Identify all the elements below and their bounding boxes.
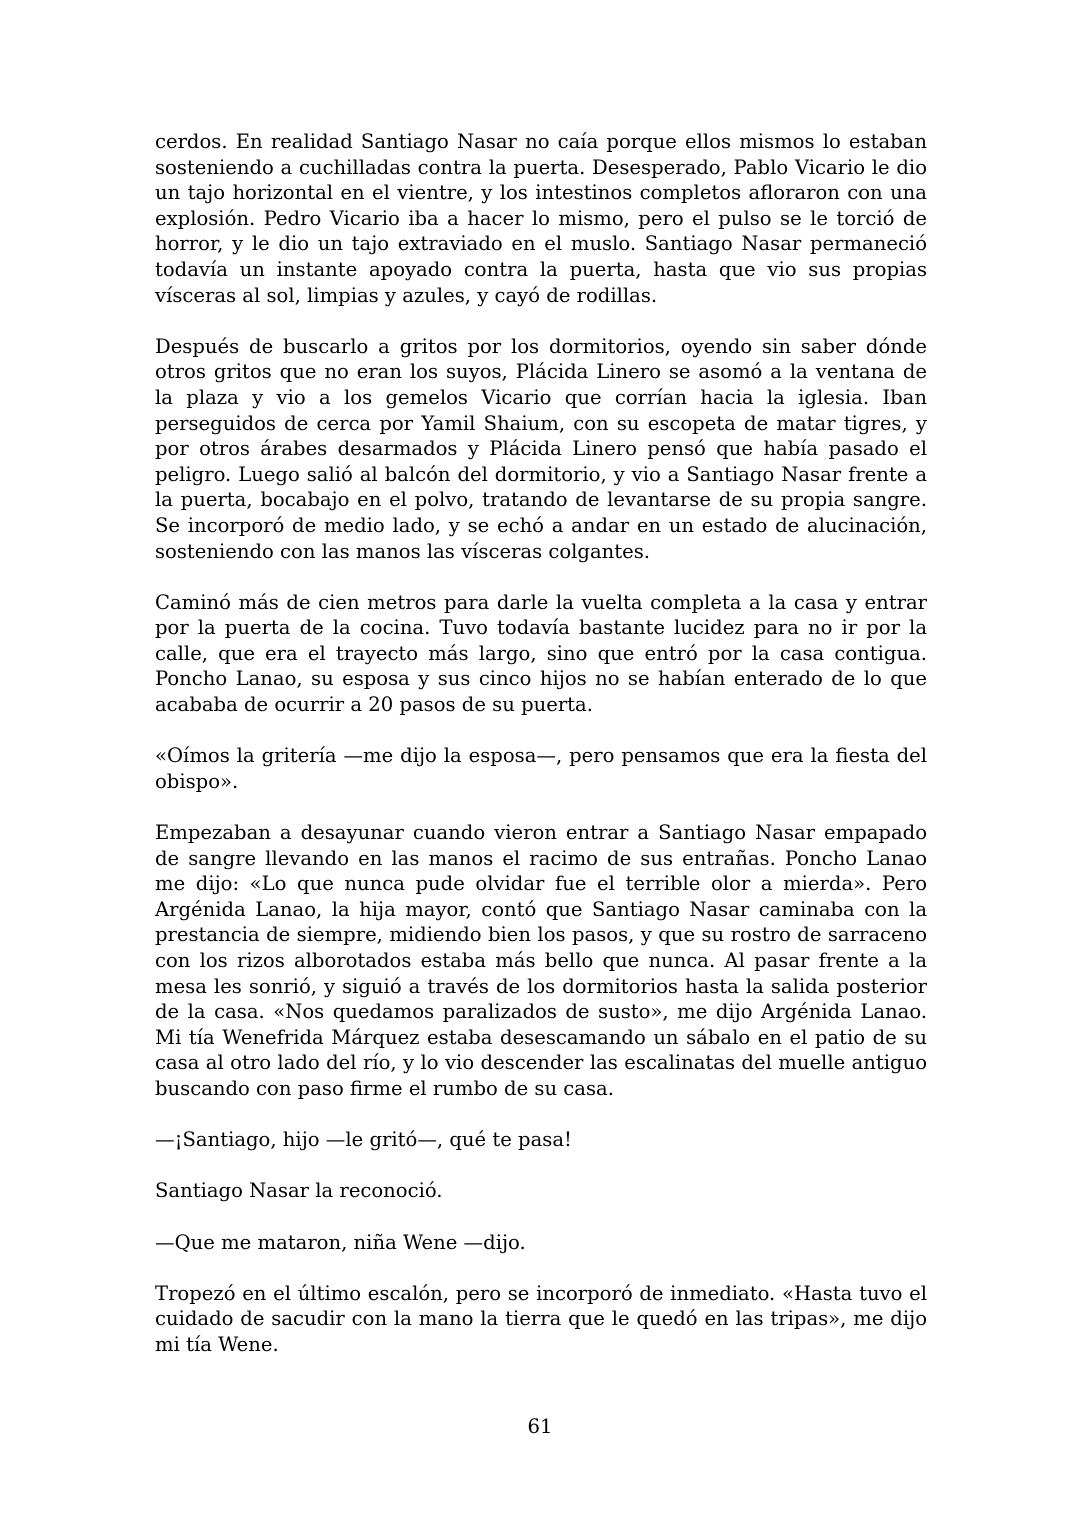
- paragraph-5: Empezaban a desayunar cuando vieron entrar a Santiago Nasar empapado de sangre llevando en las manos el racimo de sus entrañas. Poncho Lanao me dijo: «Lo que nunca pude olvidar fue el terrible olor a mierda». Pero Argénida Lanao, la hija mayor, contó que Santiago Nasar caminaba con la prestancia de siempre, midiendo bien los pasos, y que su rostro de sarraceno con los rizos alborotados estaba más bello que nunca. Al pasar frente a la mesa les sonrió, y siguió a través de los dormitorios hasta la salida posterior de la casa. «Nos quedamos paralizados de susto», me dijo Argénida Lanao. Mi tía Wenefrida Márquez estaba desescamando un sábalo en el patio de su casa al otro lado del río, y lo vio descender las escalinatas del muelle antiguo buscando con paso firme el rumbo de su casa.: [155, 821, 927, 1100]
- paragraph-1: cerdos. En realidad Santiago Nasar no caía porque ellos mismos lo estaban sosteniendo a cuchilladas contra la puerta. Desesperado, Pablo Vicario le dio un tajo horizontal en el vientre, y los intestinos completos afloraron con una explosión. Pedro Vicario iba a hacer lo mismo, pero el pulso se le torció de horror, y le dio un tajo extraviado en el muslo. Santiago Nasar permaneció todavía un instante apoyado contra la puerta, hasta que vio sus propias vísceras al sol, limpias y azules, y cayó de rodillas.: [155, 130, 927, 307]
- paragraph-7: Santiago Nasar la reconoció.: [155, 1179, 443, 1203]
- dialogue-line-1: —¡Santiago, hijo —le gritó—, qué te pasa!: [155, 1128, 572, 1152]
- page-body: [155, 129, 927, 1383]
- paragraph-4: «Oímos la gritería —me dijo la esposa—, pero pensamos que era la fiesta del obispo».: [155, 744, 927, 793]
- paragraph-9: Tropezó en el último escalón, pero se incorporó de inmediato. «Hasta tuvo el cuidado de sacudir con la mano la tierra que le quedó en las tripas», me dijo mi tía Wene.: [155, 1281, 927, 1356]
- paragraph-2: Después de buscarlo a gritos por los dormitorios, oyendo sin saber dónde otros gritos que no eran los suyos, Plácida Linero se asomó a la ventana de la plaza y vio a los gemelos Vicario que corrían hacia la iglesia. Iban perseguidos de cerca por Yamil Shaium, con su escopeta de matar tigres, y por otros árabes desarmados y Plácida Linero pensó que había pasado el peligro. Luego salió al balcón del dormitorio, y vio a Santiago Nasar frente a la puerta, bocabajo en el polvo, tratando de levantarse de su propia sangre. Se incorporó de medio lado, y se echó a andar en un estado de alucinación, sosteniendo con las manos las vísceras colgantes.: [155, 334, 927, 563]
- dialogue-line-2: —Que me mataron, niña Wene —dijo.: [155, 1230, 526, 1254]
- page-number: 61: [527, 1415, 553, 1438]
- paragraph-3: Caminó más de cien metros para darle la vuelta completa a la casa y entrar por la puerta de la cocina. Tuvo todavía bastante lucidez para no ir por la calle, que era el trayecto más largo, sino que entró por la casa contigua. Poncho Lanao, su esposa y sus cinco hijos no se habían enterado de lo que acababa de ocurrir a 20 pasos de su puerta.: [155, 590, 927, 717]
